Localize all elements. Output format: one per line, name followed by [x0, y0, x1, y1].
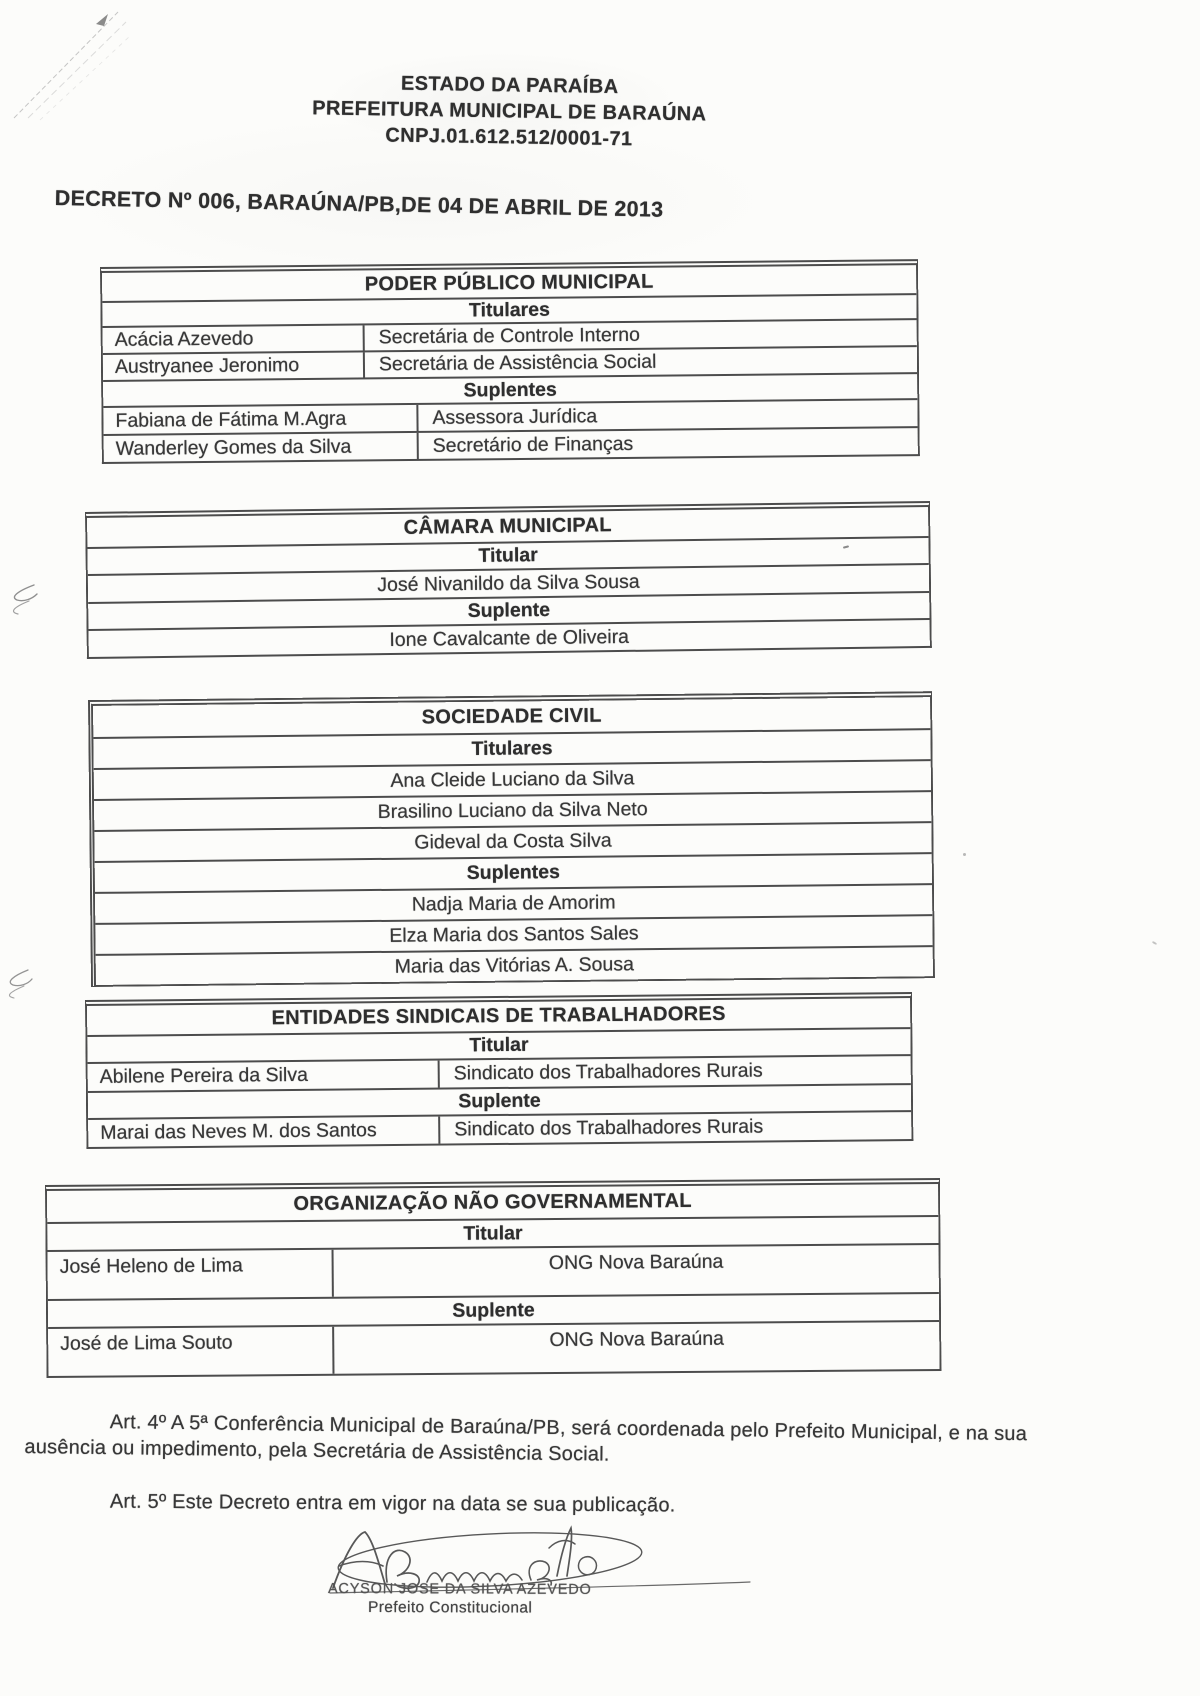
pencil-mark-artifact: [0, 0, 190, 130]
letterhead: [229, 68, 790, 155]
section-label: Suplente: [48, 1292, 939, 1327]
member-name: Austryanee Jeronimo: [103, 352, 365, 380]
member-name: Gideval da Costa Silva: [94, 821, 931, 861]
member-name: Fabiana de Fátima M.Agra: [103, 405, 418, 434]
section-label: Titular: [87, 536, 928, 574]
scan-speck: [963, 853, 966, 856]
member-role: Secretária de Assistência Social: [378, 350, 657, 376]
table-row: [48, 1243, 939, 1299]
table-title: PODER PÚBLICO MUNICIPAL: [364, 270, 654, 295]
member-role: Secretária de Controle Interno: [378, 323, 641, 349]
member-name: Acácia Azevedo: [103, 325, 365, 353]
article-4: Art. 4º A 5ª Conferência Municipal de Baraúna/PB, será coordenada pelo Prefeito Municipal, e na sua ausência ou impedimento, pela Secretária de Assistência Social.: [24, 1411, 1028, 1466]
member-name: Brasilino Luciano da Silva Neto: [94, 790, 931, 830]
decree-title: DECRETO Nº 006, BARAÚNA/PB,DE 04 DE ABRIL DE 2013: [54, 186, 664, 222]
section-label: Titular: [47, 1215, 938, 1250]
member-name: José Nivanildo da Silva Sousa: [88, 563, 929, 602]
letterhead-municipality: PREFEITURA MUNICIPAL DE BARAÚNA: [312, 97, 707, 126]
member-name: Ione Cavalcante de Oliveira: [89, 618, 930, 657]
signatory-title: Prefeito Constitucional: [367, 1599, 533, 1617]
margin-squiggle-artifact: [2, 575, 42, 619]
section-label: Suplente: [88, 591, 929, 629]
table-poder-publico-municipal: [100, 259, 920, 464]
letterhead-cnpj: CNPJ.01.612.512/0001-71: [385, 124, 633, 151]
member-role: Sindicato dos Trabalhadores Rurais: [453, 1059, 763, 1085]
table-title: ORGANIZAÇÃO NÃO GOVERNAMENTAL: [293, 1189, 692, 1216]
member-name: Maria das Vitórias A. Sousa: [96, 945, 933, 985]
member-role: ONG Nova Baraúna: [549, 1327, 725, 1352]
member-role: ONG Nova Baraúna: [548, 1250, 724, 1275]
table-entidades-sindicais: [85, 992, 913, 1149]
section-label: Suplentes: [103, 372, 917, 406]
table-camara-municipal: [85, 501, 932, 659]
section-label: Titulares: [102, 293, 916, 326]
section-label: Suplentes: [95, 852, 932, 892]
table-title: SOCIEDADE CIVIL: [421, 704, 602, 729]
table-row: [48, 1320, 939, 1376]
letterhead-state: ESTADO DA PARAÍBA: [400, 72, 619, 99]
member-name: José de Lima Souto: [48, 1327, 334, 1376]
member-name: Ana Cleide Luciano da Silva: [94, 759, 931, 799]
member-role: Assessora Jurídica: [432, 404, 598, 429]
member-name: Elza Maria dos Santos Sales: [95, 914, 932, 954]
table-ong: [45, 1178, 941, 1378]
member-role: Sindicato dos Trabalhadores Rurais: [454, 1115, 764, 1141]
table-title: ENTIDADES SINDICAIS DE TRABALHADORES: [271, 1002, 726, 1030]
member-name: José Heleno de Lima: [48, 1250, 334, 1299]
section-label: Titulares: [93, 728, 930, 768]
signatory-name: ACYSON JOSE DA SILVA AZEVEDO: [327, 1581, 592, 1598]
member-name: Nadja Maria de Amorim: [95, 883, 932, 923]
table-sociedade-civil: [88, 691, 935, 987]
section-label: Suplente: [88, 1083, 911, 1118]
member-name: Abilene Pereira da Silva: [88, 1061, 440, 1091]
article-5: Art. 5º Este Decreto entra em vigor na data se sua publicação.: [109, 1490, 676, 1517]
table-title: CÂMARA MUNICIPAL: [403, 514, 612, 539]
member-name: Marai das Neves M. dos Santos: [88, 1117, 440, 1147]
margin-squiggle-artifact: [0, 962, 36, 1002]
scan-speck: [1152, 941, 1157, 945]
member-name: Wanderley Gomes da Silva: [104, 433, 419, 462]
section-label: Titular: [87, 1027, 910, 1062]
member-role: Secretário de Finanças: [432, 432, 634, 457]
